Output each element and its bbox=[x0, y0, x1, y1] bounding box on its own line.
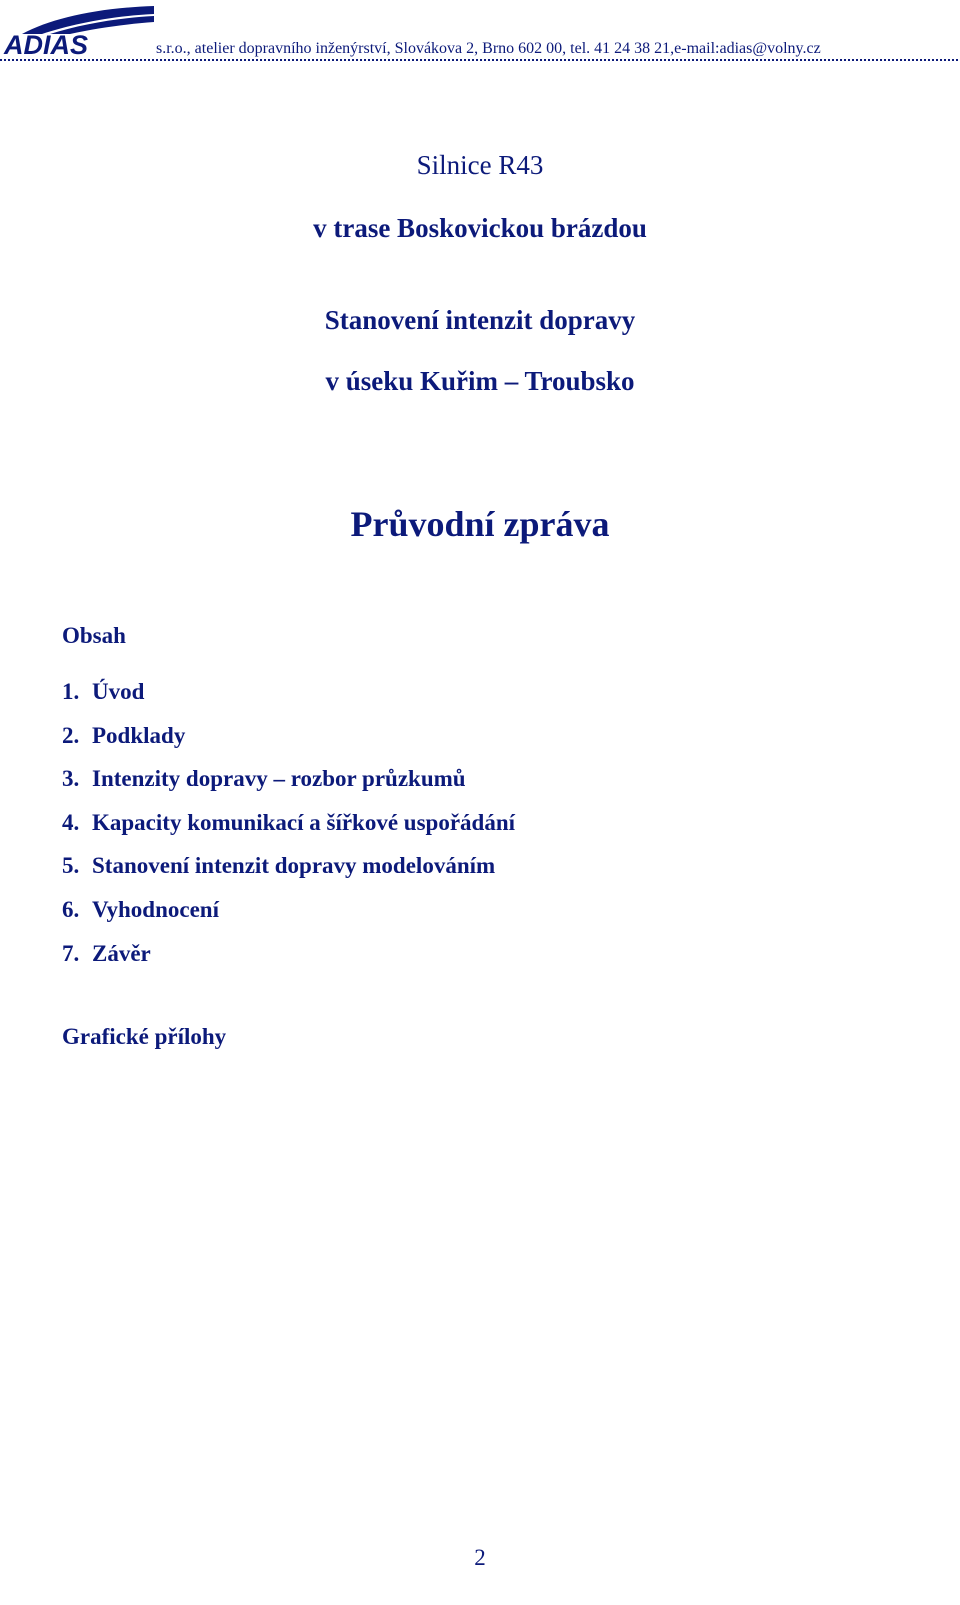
toc-item bbox=[62, 852, 515, 896]
toc-item-number: 5. bbox=[62, 853, 80, 879]
toc-item-label: Závěr bbox=[92, 940, 151, 966]
road-title: Silnice R43 bbox=[416, 150, 544, 180]
toc-item-label: Úvod bbox=[92, 679, 145, 704]
toc-item-number: 7. bbox=[62, 940, 80, 966]
toc-item-label: Kapacity komunikací a šířkové uspořádání bbox=[92, 809, 516, 835]
toc-item bbox=[62, 678, 515, 722]
toc-item-label: Intenzity dopravy – rozbor průzkumů bbox=[92, 766, 466, 792]
table-of-contents bbox=[62, 678, 515, 983]
toc-item bbox=[62, 896, 515, 940]
appendix-heading: Grafické přílohy bbox=[62, 1024, 227, 1049]
toc-item bbox=[62, 809, 515, 853]
toc-item bbox=[62, 765, 515, 809]
toc-item-label: Podklady bbox=[92, 722, 186, 748]
adias-logo bbox=[2, 4, 157, 58]
toc-item-number: 1. bbox=[62, 679, 80, 704]
toc-item-number: 6. bbox=[62, 896, 80, 922]
contents-heading: Obsah bbox=[62, 623, 126, 648]
section-subtitle: v úseku Kuřim – Troubsko bbox=[325, 366, 635, 396]
toc-item-number: 2. bbox=[62, 722, 80, 748]
company-contact-line: s.r.o., atelier dopravního inženýrství, Slovákova 2, Brno 602 00, tel. 41 24 38 21,e-mail:adias@volny.cz bbox=[156, 40, 821, 57]
toc-item-label: Stanovení intenzit dopravy modelováním bbox=[92, 853, 496, 879]
toc-item-number: 4. bbox=[62, 809, 80, 835]
route-subtitle: v trase Boskovickou brázdou bbox=[313, 213, 647, 243]
toc-item bbox=[62, 940, 515, 984]
toc-item-number: 3. bbox=[62, 766, 80, 792]
logo-wordmark: ADIAS bbox=[4, 30, 89, 60]
report-title: Průvodní zpráva bbox=[350, 504, 610, 544]
study-title: Stanovení intenzit dopravy bbox=[324, 305, 636, 335]
page-number: 2 bbox=[474, 1545, 486, 1570]
toc-item bbox=[62, 722, 515, 766]
header-divider bbox=[0, 59, 958, 61]
toc-item-label: Vyhodnocení bbox=[92, 896, 219, 922]
page-header bbox=[0, 0, 960, 62]
